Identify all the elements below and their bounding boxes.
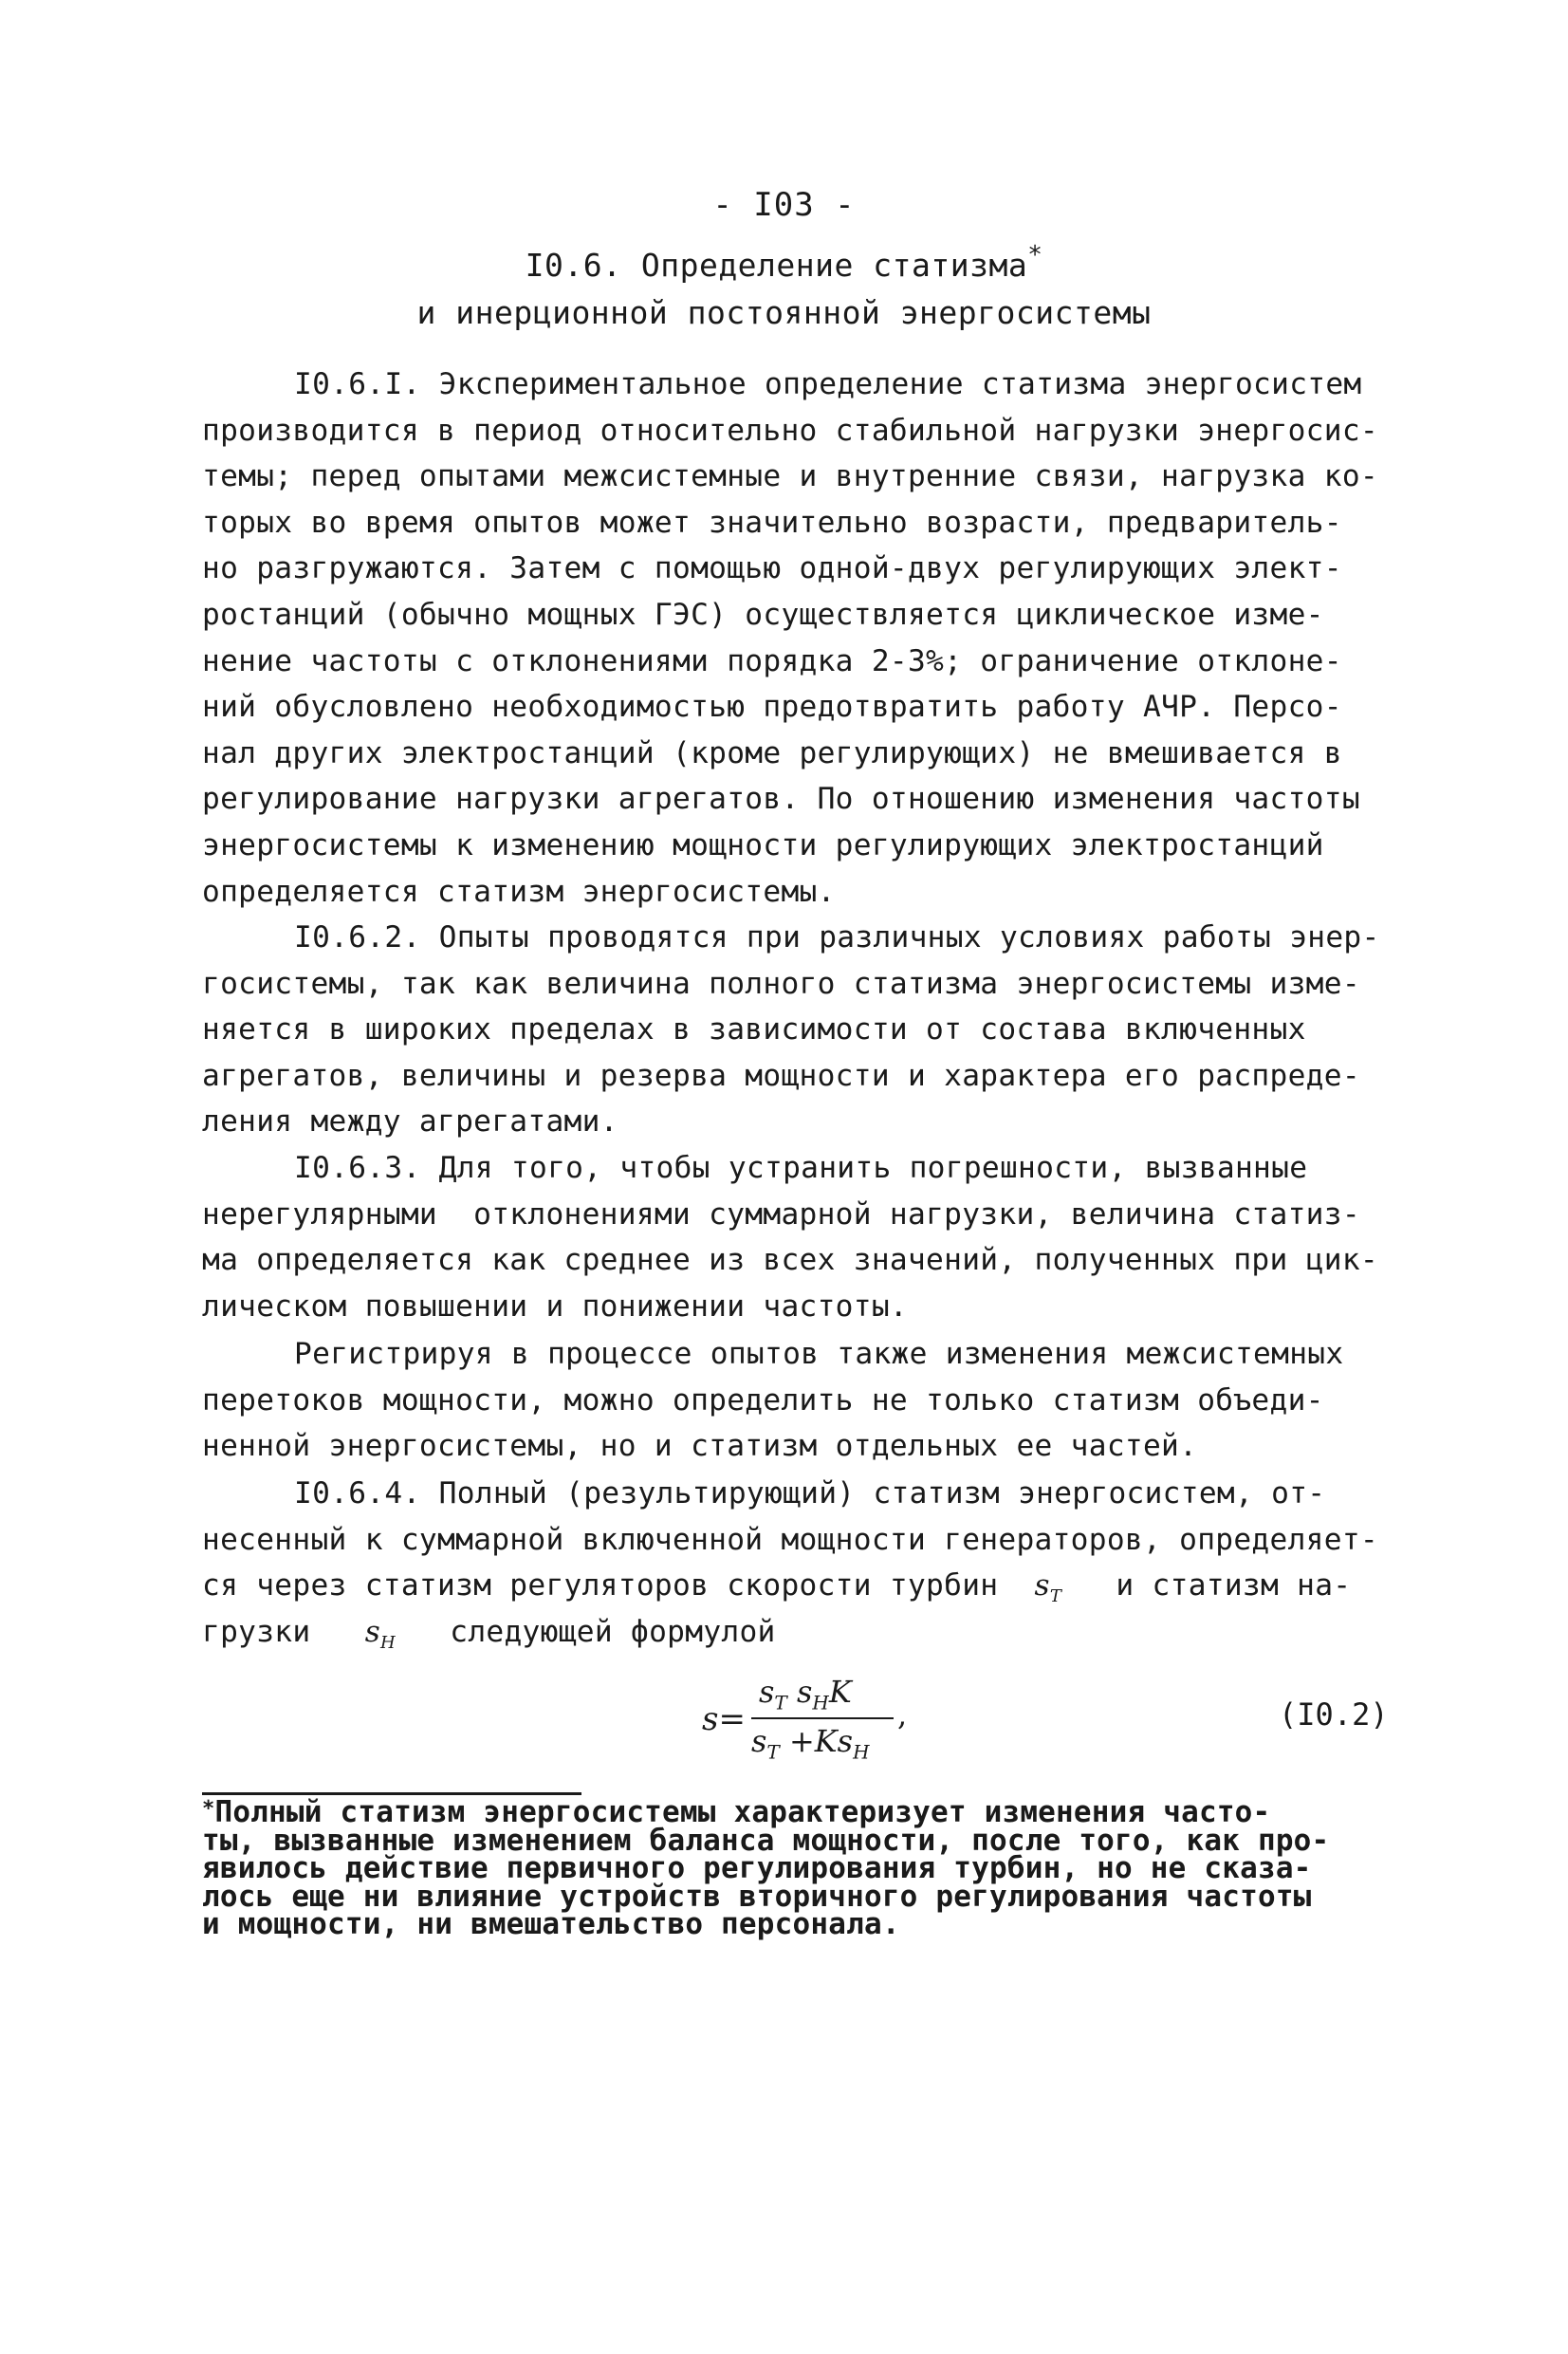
text-line: [202, 1609, 1416, 1656]
text-line: агрегатов, величины и резерва мощности и характера его распреде-: [202, 1058, 1360, 1093]
text-line: ненной энергосистемы, но и статизм отдельных ее частей.: [202, 1429, 1198, 1464]
text-line: госистемы, так как величина полного статизма энергосистемы изме-: [202, 966, 1360, 1001]
text-line: несенный к суммарной включенной мощности генераторов, определяет-: [202, 1522, 1378, 1557]
text-line: нение частоты с отклонениями порядка 2-3%; ограничение отклоне-: [202, 643, 1342, 678]
text-line: нал других электростанций (кроме регулирующих) не вмешивается в: [202, 735, 1342, 770]
text-line: торых во время опытов может значительно возрасти, предваритель-: [202, 505, 1342, 540]
text-line: но разгружаются. Затем с помощью одной-двух регулирующих элект-: [202, 551, 1342, 586]
text-fragment: ся через статизм регуляторов скорости турбин: [202, 1568, 999, 1603]
section-heading-line-2: и инерционной постоянной энергосистемы: [416, 294, 1152, 331]
footnote-line: лось еще ни влияние устройств вторичного регулирования частоты: [202, 1879, 1312, 1914]
load-droop-symbol: $s_H$: [364, 1614, 397, 1654]
text-line: ления между агрегатами.: [202, 1104, 618, 1140]
footnote-line: явилось действие первичного регулирования турбин, но не сказа-: [202, 1851, 1312, 1886]
paragraph-10-6-2: [202, 915, 1416, 1145]
footnote-mark: *: [202, 1797, 215, 1821]
text-line: нерегулярными отклонениями суммарной нагрузки, величина статиз-: [202, 1196, 1360, 1232]
footnote-reference-mark: *: [1027, 241, 1043, 269]
text-line: ростанций (обычно мощных ГЭС) осуществляется циклическое изме-: [202, 597, 1324, 632]
text-line: I0.6.3. Для того, чтобы устранить погрешности, вызванные: [294, 1151, 1308, 1185]
text-line: ма определяется как среднее из всех значений, полученных при цик-: [202, 1243, 1378, 1278]
footnote-line: и мощности, ни вмешательство персонала.: [202, 1907, 900, 1942]
text-line: I0.6.2. Опыты проводятся при различных условиях работы энер-: [294, 920, 1380, 955]
paragraph-registration: [202, 1331, 1416, 1470]
formula-numerator: $s_T$ $s_HK$: [759, 1674, 852, 1715]
text-fragment: и статизм на-: [1116, 1568, 1352, 1603]
text-line: темы; перед опытами межсистемные и внутренние связи, нагрузка ко-: [202, 459, 1378, 494]
paragraph-10-6-3: [202, 1145, 1416, 1329]
text-line: ний обусловлено необходимостью предотвратить работу АЧР. Персо-: [202, 690, 1342, 725]
equation-number: (I0.2): [1279, 1696, 1389, 1733]
formula-denominator: $s_T +Ks_H$: [751, 1723, 870, 1764]
text-fragment: следующей формулой: [450, 1614, 776, 1649]
turbine-droop-symbol: $s_T$: [1034, 1568, 1062, 1607]
formula-lhs: s=: [702, 1700, 746, 1738]
formula-10-2: [664, 1674, 1328, 1774]
paragraph-10-6-1: [202, 361, 1416, 915]
section-heading-line-1: [0, 241, 1568, 284]
page-number: - I03 -: [712, 186, 856, 224]
text-line: перетоков мощности, можно определить не только статизм объеди-: [202, 1382, 1324, 1418]
footnote: [202, 1795, 1426, 1942]
footnote-line: *Полный статизм энергосистемы характеризует изменения часто-: [202, 1795, 1271, 1829]
text-line: Регистрируя в процессе опытов также изменения межсистемных: [294, 1337, 1344, 1371]
footnote-line: ты, вызванные изменением баланса мощности, после того, как про-: [202, 1823, 1330, 1858]
paragraph-10-6-4: [202, 1471, 1416, 1655]
text-fragment: грузки: [202, 1614, 311, 1649]
text-line: I0.6.4. Полный (результирующий) статизм энергосистем, от-: [294, 1476, 1326, 1511]
text-line: регулирование нагрузки агрегатов. По отношению изменения частоты: [202, 782, 1360, 817]
text-line: энергосистемы к изменению мощности регулирующих электростанций: [202, 827, 1324, 862]
section-heading-text: I0.6. Определение статизма: [525, 247, 1028, 284]
text-line: определяется статизм энергосистемы.: [202, 874, 836, 909]
formula-comma: ,: [897, 1696, 908, 1733]
text-line: лическом повышении и понижении частоты.: [202, 1288, 908, 1324]
fraction-bar: [751, 1717, 894, 1719]
text-line: няется в широких пределах в зависимости от состава включенных: [202, 1012, 1306, 1047]
text-line: I0.6.I. Экспериментальное определение статизма энергосистем: [294, 367, 1362, 401]
text-line: [202, 1563, 1416, 1609]
text-line: производится в период относительно стабильной нагрузки энергосис-: [202, 413, 1378, 448]
